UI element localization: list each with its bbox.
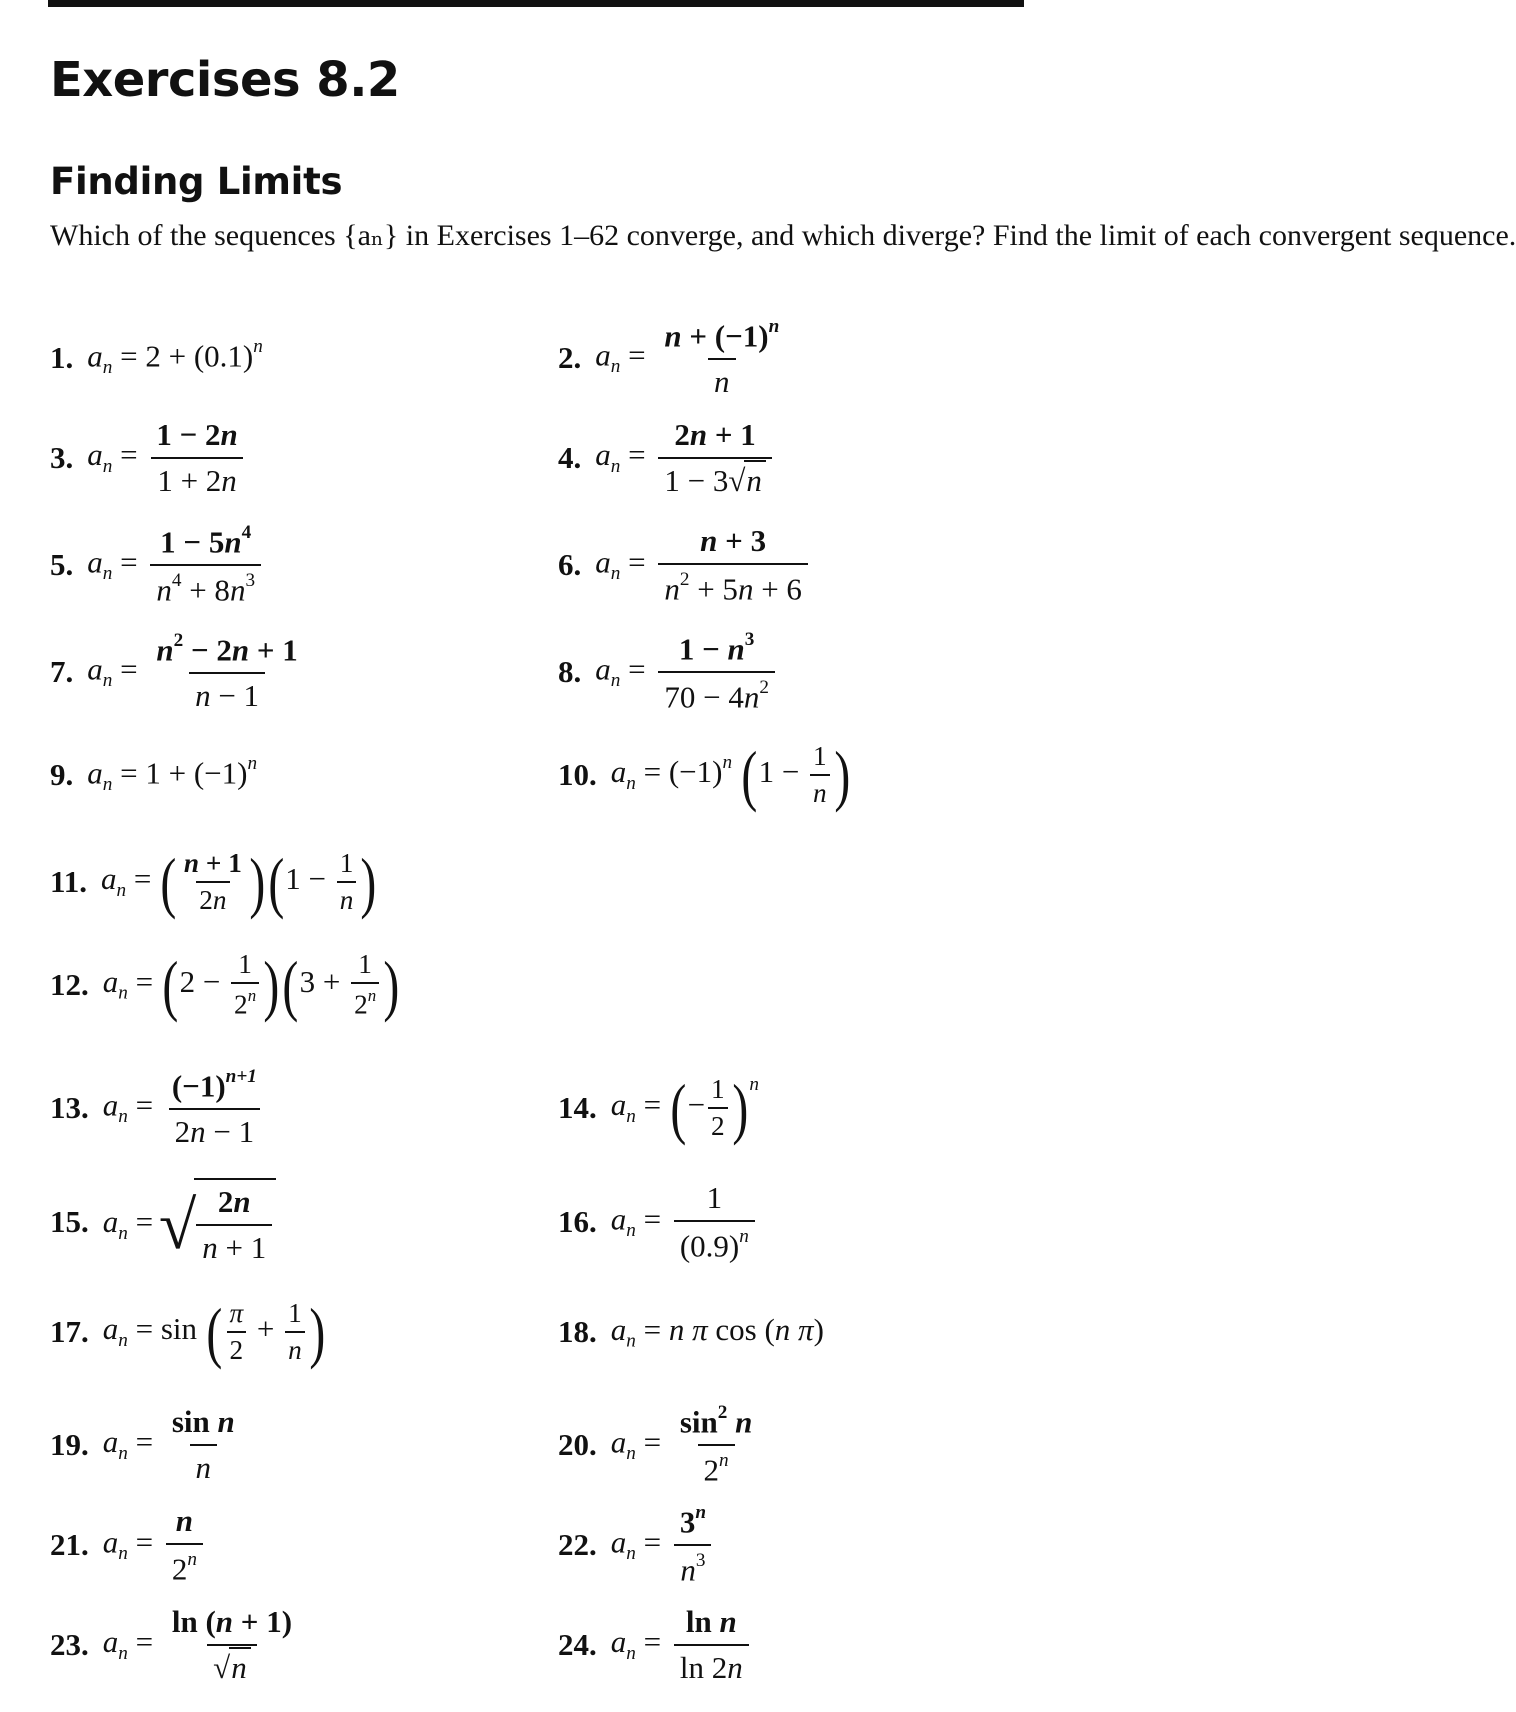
section-title: Finding Limits: [50, 160, 343, 203]
exercise-7: 7. $a_n$ = $\frac{n^2 - 2n + 1}{n - 1}$: [50, 629, 298, 714]
exercise-11: 11. $a_n$ = ( $\frac{n + 1}{2n}$ )(1 − $\frac{1}{n}$ ): [50, 843, 377, 920]
exercise-5: 5. $a_n$ = $\frac{1 - 5n^4}{n^4 + 8n^3}$: [50, 525, 266, 605]
exercise-8: 8. $a_n$ = $\frac{1 - n^3}{70 - 4n^2}$: [558, 632, 780, 712]
exercise-1: 1. $a_n = 2 + (0.1)^n$: [50, 336, 263, 379]
exercise-23: 23. $a_n$ = $\frac{\ln (n + 1)}{√n}$: [50, 1604, 293, 1685]
exercise-20: 20. $a_n$ = $\frac{\sin^2 n}{2^n}$: [558, 1401, 753, 1488]
exercise-2: 2. $a_n$ = $\frac{n + (-1)^n}{n}$: [558, 315, 780, 400]
page-title: Exercises 8.2: [50, 52, 400, 108]
exercise-6: 6. $a_n$ = $\frac{n + 3}{n^2 + 5n + 6}$: [558, 525, 813, 605]
top-rule: [48, 0, 1024, 7]
exercise-15: 15. $a_n$ = √ $\frac{2n}{n + 1}$: [50, 1182, 276, 1262]
exercise-17: 17. $a_n = \sin$ ( $\frac{\pi}{2}$ + $\frac{1}{n}$ ): [50, 1293, 326, 1370]
exercise-18: 18. $a_n = n$ π cos (n π): [558, 1311, 824, 1352]
exercise-12: 12. $a_n = (2$ − $\frac{1}{2^n}$ )(3 + $\frac{1}{2^n}$ ): [50, 946, 400, 1023]
exercise-22: 22. $a_n$ = $\frac{3^n}{n^3}$: [558, 1505, 717, 1585]
exercise-3: 3. $a_n$ = $\frac{1 - 2n}{1 + 2n}$: [50, 418, 249, 498]
exercise-4: 4. $a_n$ = $\frac{2n + 1}{1 - 3√n}$: [558, 418, 777, 498]
exercise-24: 24. $a_n$ = $\frac{\text{ln n}}{\ln 2n}$: [558, 1605, 754, 1685]
exercise-10: 10. $a_n = (-1)^n$ (1 − $\frac{1}{n}$ ): [558, 736, 850, 813]
exercise-21: 21. $a_n$ = $\frac{n}{2^n}$: [50, 1505, 208, 1585]
exercise-14: 14. $a_n$ = (− $\frac{1}{2}$ )$^n$: [558, 1069, 760, 1146]
exercise-13: 13. $a_n$ = $\frac{(-1)^{n+1}}{2n - 1}$: [50, 1068, 268, 1148]
exercise-16: 16. $a_n$ = $\frac{1}{(0.9)^n}$: [558, 1182, 760, 1262]
exercise-19: 19. $a_n$ = $\frac{\text{sin n}}{n}$: [50, 1404, 235, 1485]
exercise-9: 9. $a_n = 1 + (-1)^n$: [50, 753, 258, 796]
instructions-text: Which of the sequences {aₙ} in Exercises 1–62 converge, and which diverge? Find the limit of each convergent sequence.: [50, 219, 1516, 252]
